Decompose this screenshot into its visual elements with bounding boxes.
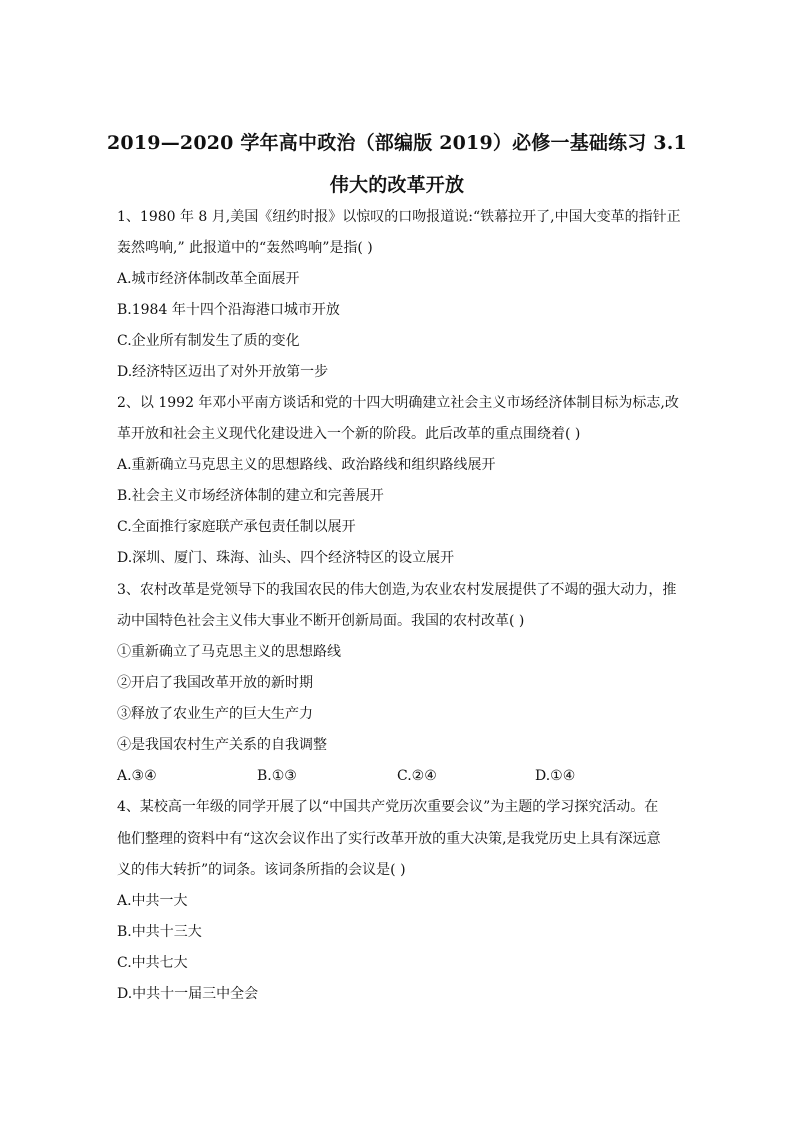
q3-item-2: ②开启了我国改革开放的新时期 — [117, 675, 313, 691]
q3-option-a: A.③④ — [117, 768, 157, 784]
q4-stem-line3: 义的伟大转折”的词条。该词条所指的会议是( ) — [117, 862, 406, 878]
q3-item-3: ③释放了农业生产的巨大生产力 — [117, 706, 313, 722]
q2-option-c: C.全面推行家庭联产承包责任制以展开 — [117, 519, 356, 535]
q2-option-a: A.重新确立马克思主义的思想路线、政治路线和组织路线展开 — [117, 457, 496, 473]
q2-stem-line2: 革开放和社会主义现代化建设进入一个新的阶段。此后改革的重点围绕着( ) — [117, 426, 581, 442]
q3-option-b: B.①③ — [257, 768, 297, 784]
q3-option-c: C.②④ — [397, 768, 437, 784]
q2-option-b: B.社会主义市场经济体制的建立和完善展开 — [117, 488, 384, 504]
q3-item-4: ④是我国农村生产关系的自我调整 — [117, 737, 327, 753]
q1-option-a: A.城市经济体制改革全面展开 — [117, 271, 300, 287]
q2-option-d: D.深圳、厦门、珠海、汕头、四个经济特区的设立展开 — [117, 550, 455, 566]
document-subtitle: 伟大的改革开放 — [329, 174, 465, 196]
q3-item-1: ①重新确立了马克思主义的思想路线 — [117, 644, 341, 660]
q3-stem-line1: 3、农村改革是党领导下的我国农民的伟大创造,为农业农村发展提供了不竭的强大动力，推 — [117, 582, 677, 598]
q4-stem-line1: 4、某校高一年级的同学开展了以“中国共产党历次重要会议”为主题的学习探究活动。在 — [117, 799, 659, 815]
q4-option-c: C.中共七大 — [117, 955, 188, 971]
q3-stem-line2: 动中国特色社会主义伟大事业不断开创新局面。我国的农村改革( ) — [117, 613, 525, 629]
q4-option-b: B.中共十三大 — [117, 924, 202, 940]
q1-stem-line1: 1、1980 年 8 月,美国《纽约时报》以惊叹的口吻报道说:“铁幕拉开了,中国大变革的指针正 — [117, 209, 681, 225]
q1-option-b: B.1984 年十四个沿海港口城市开放 — [117, 302, 340, 318]
q4-stem-line2: 他们整理的资料中有“这次会议作出了实行改革开放的重大决策,是我党历史上具有深远意 — [117, 831, 661, 847]
q3-option-d: D.①④ — [535, 768, 576, 784]
q4-option-a: A.中共一大 — [117, 893, 188, 909]
q1-option-c: C.企业所有制发生了质的变化 — [117, 333, 300, 349]
document-title: 2019—2020 学年高中政治（部编版 2019）必修一基础练习 3.1 — [107, 132, 687, 154]
q2-stem-line1: 2、以 1992 年邓小平南方谈话和党的十四大明确建立社会主义市场经济体制目标为标志,改 — [117, 395, 679, 411]
q1-option-d: D.经济特区迈出了对外开放第一步 — [117, 364, 329, 380]
q1-stem-line2: 轰然鸣响,” 此报道中的“轰然鸣响”是指( ) — [117, 240, 373, 256]
q4-option-d: D.中共十一届三中全会 — [117, 986, 259, 1002]
